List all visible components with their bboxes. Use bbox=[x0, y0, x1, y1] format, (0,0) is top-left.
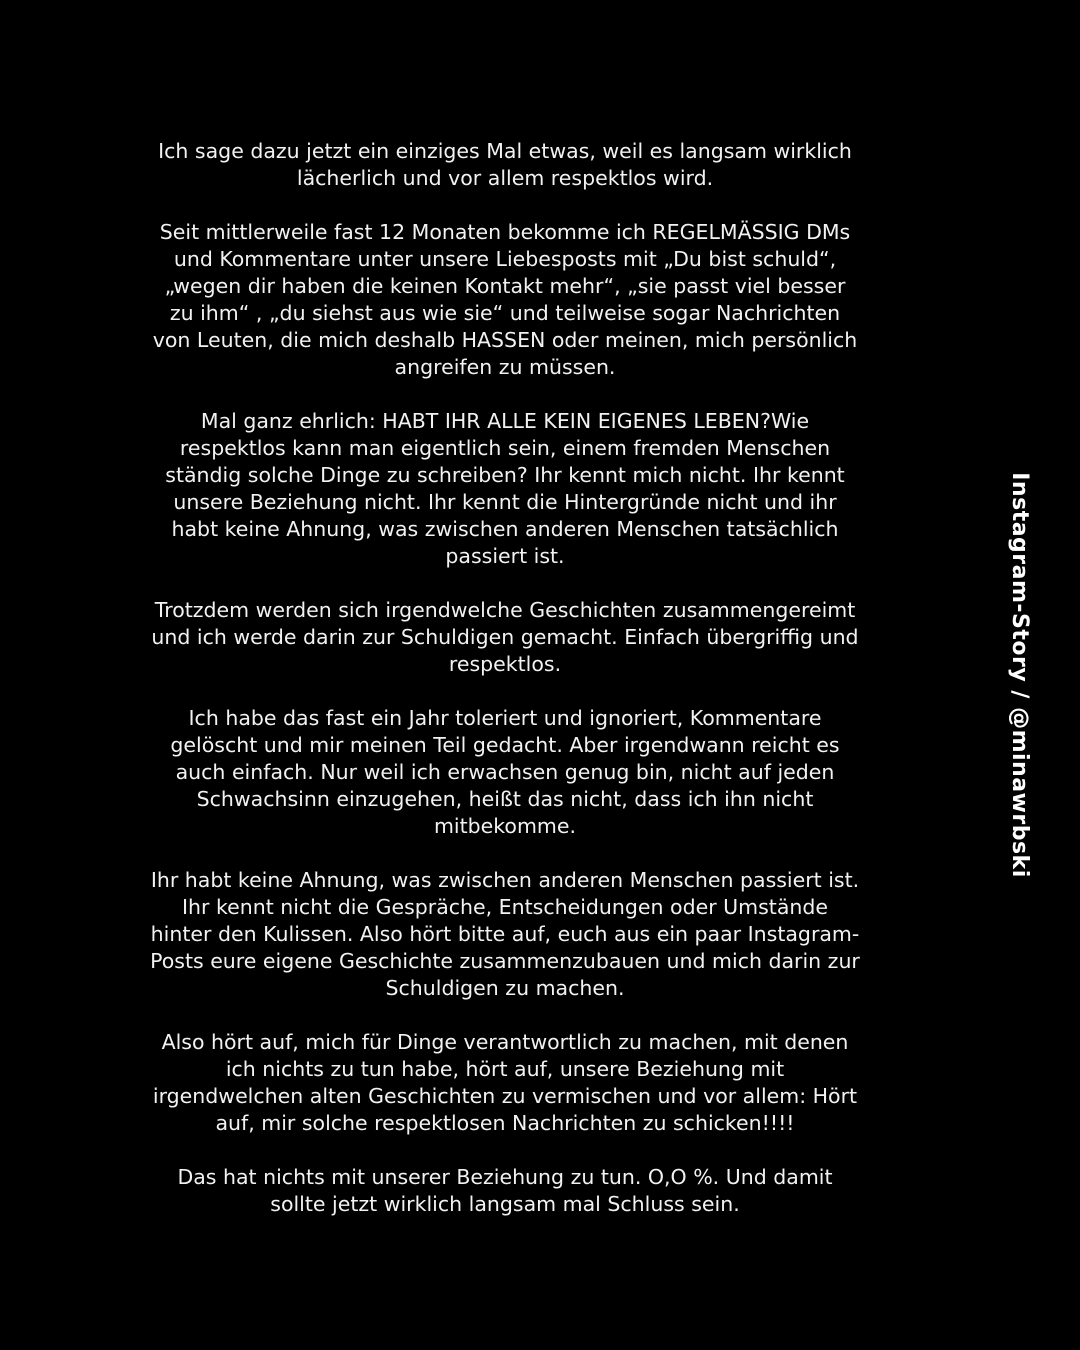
story-paragraph-3: Mal ganz ehrlich: HABT IHR ALLE KEIN EIGENES LEBEN?Wie respektlos kann man eigentlich sein, einem fremden Menschen ständig solche Dinge zu schreiben? Ihr kennt mich nicht. Ihr kennt unsere Beziehung nicht. Ihr kennt die Hintergründe nicht und ihr habt keine Ahnung, was zwischen anderen Menschen tatsächlich passiert ist. bbox=[165, 409, 845, 568]
source-credit-label: Instagram-Story / @minawrbski bbox=[1007, 472, 1033, 878]
story-paragraph-1: Ich sage dazu jetzt ein einziges Mal etwas, weil es langsam wirklich lächerlich und vor allem respektlos wird. bbox=[158, 139, 852, 190]
story-paragraph-5: Ich habe das fast ein Jahr toleriert und ignoriert, Kommentare gelöscht und mir meinen Teil gedacht. Aber irgendwann reicht es auch einfach. Nur weil ich erwachsen genug bin, nicht auf jeden Schwachsinn einzugehen, heißt das nicht, dass ich ihn nicht mitbekomme. bbox=[170, 706, 840, 838]
story-paragraph-8: Das hat nichts mit unserer Beziehung zu tun. O,O %. Und damit sollte jetzt wirklich langsam mal Schluss sein. bbox=[177, 1165, 833, 1216]
story-paragraph-6: Ihr habt keine Ahnung, was zwischen anderen Menschen passiert ist. Ihr kennt nicht die Gespräche, Entscheidungen oder Umstände hinter den Kulissen. Also hört bitte auf, euch aus ein paar Instagram-Posts eure eigene Geschichte zusammenzubauen und mich darin zur Schuldigen zu machen. bbox=[150, 868, 860, 1000]
story-paragraph-7: Also hört auf, mich für Dinge verantwortlich zu machen, mit denen ich nichts zu tun habe, hört auf, unsere Beziehung mit irgendwelchen alten Geschichten zu vermischen und vor allem: Hört auf, mir solche respektlosen Nachrichten zu schicken!!!! bbox=[152, 1030, 858, 1135]
story-text-block bbox=[150, 138, 860, 1245]
story-paragraph-2: Seit mittlerweile fast 12 Monaten bekomme ich REGELMÄSSIG DMs und Kommentare unter unsere Liebesposts mit „Du bist schuld“, „wegen dir haben die keinen Kontakt mehr“, „sie passt viel besser zu ihm“ , „du siehst aus wie sie“ und teilweise sogar Nachrichten von Leuten, die mich deshalb HASSEN oder meinen, mich persönlich angreifen zu müssen. bbox=[152, 220, 858, 379]
story-paragraph-4: Trotzdem werden sich irgendwelche Geschichten zusammengereimt und ich werde darin zur Schuldigen gemacht. Einfach übergriffig und respektlos. bbox=[151, 598, 859, 676]
source-credit bbox=[1000, 0, 1040, 1350]
